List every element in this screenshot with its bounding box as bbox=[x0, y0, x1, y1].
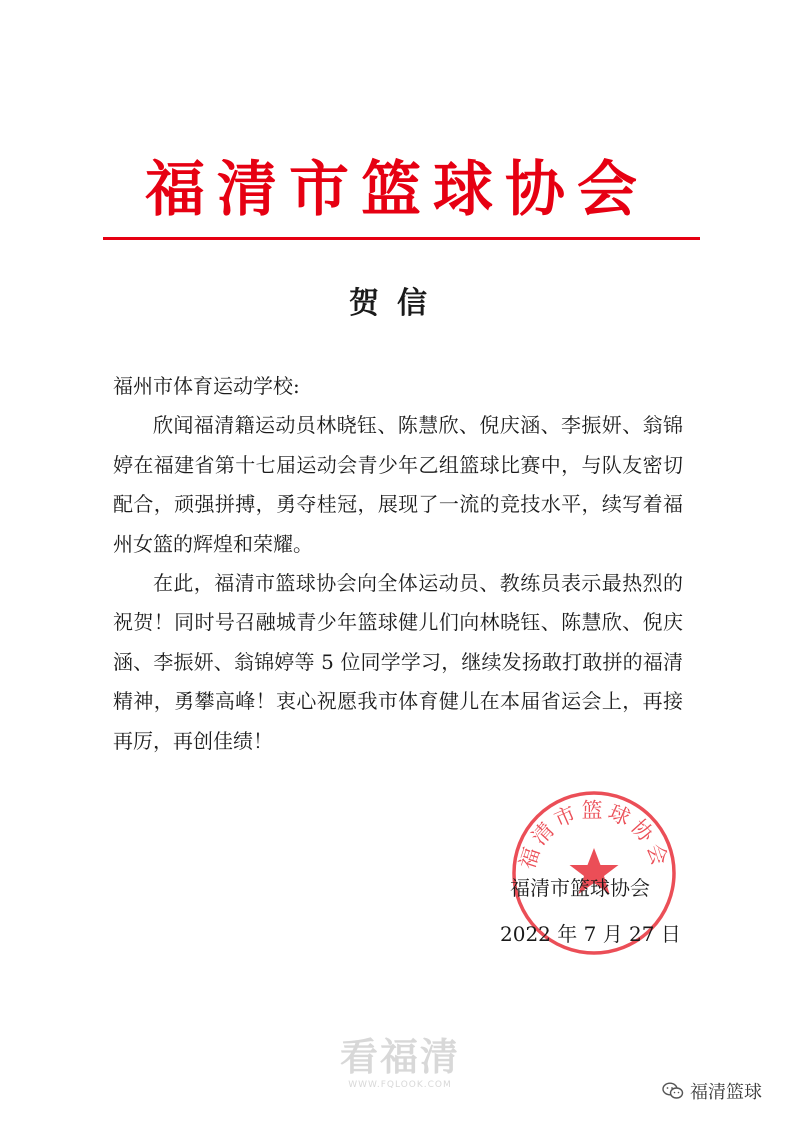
letterhead-divider bbox=[103, 237, 700, 240]
watermark bbox=[330, 1035, 470, 1091]
signature-org: 福清市篮球协会 bbox=[510, 876, 650, 900]
paragraph-1: 欣闻福清籍运动员林晓钰、陈慧欣、倪庆涵、李振妍、翁锦婷在福建省第十七届运动会青少年乙组篮球比赛中，与队友密切配合，顽强拼搏，勇夺桂冠，展现了一流的竞技水平，续写着福州女篮的辉煌和荣耀。 bbox=[113, 413, 683, 556]
signature-date: 2022 年 7 月 27 日 bbox=[500, 922, 681, 946]
account-tag bbox=[662, 1076, 762, 1106]
watermark-logo: 看福清 bbox=[339, 1035, 460, 1079]
watermark-url: WWW.FQLOOK.COM bbox=[348, 1080, 452, 1090]
account-name: 福清篮球 bbox=[690, 1082, 762, 1103]
wechat-icon bbox=[662, 1082, 684, 1100]
signature-block bbox=[500, 870, 700, 952]
seal-text: 福清市篮球协会 bbox=[515, 798, 673, 873]
salutation: 福州市体育运动学校: bbox=[113, 374, 300, 398]
document-title: 贺信 bbox=[349, 286, 445, 321]
letter-body bbox=[113, 367, 683, 761]
paragraph-2: 在此，福清市篮球协会向全体运动员、教练员表示最热烈的祝贺！同时号召融城青少年篮球健儿们向林晓钰、陈慧欣、倪庆涵、李振妍、翁锦婷等 5 位同学学习，继续发扬敢打敢拼的福清精神，勇攀高峰！衷心祝愿我市体育健儿在本届省运会上，再接再厉，再创佳绩！ bbox=[113, 571, 683, 753]
letterhead-org-name: 福清市篮球协会 bbox=[145, 155, 649, 225]
